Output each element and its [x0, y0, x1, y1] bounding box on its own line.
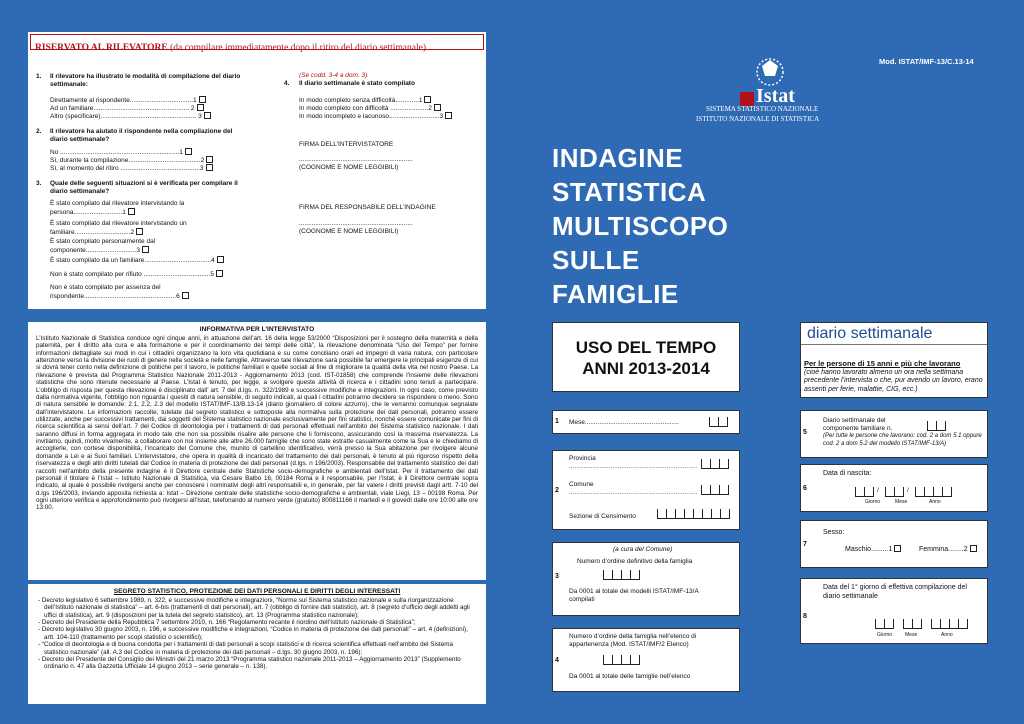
sex-male-label: Maschio.........1 — [845, 546, 893, 553]
q4-option-2-label: In modo completo con difficoltà .....................2 — [299, 105, 432, 112]
q4-note: (Se codd. 3-4 a dom. 3) — [299, 72, 368, 79]
comune-input[interactable] — [701, 485, 729, 495]
q4-text: Il diario settimanale è stato compilato — [299, 80, 415, 87]
component-number-input[interactable] — [927, 421, 946, 431]
row-1 — [552, 410, 740, 434]
birth-year-caption: Anno — [929, 499, 941, 505]
q3-option-3-label: È stato compilato personalmente dal componente............................3 — [50, 238, 156, 255]
first-day-month-input[interactable] — [903, 619, 922, 629]
q2-option-3[interactable] — [50, 164, 213, 173]
birth-date-label: Data di nascita: — [823, 470, 872, 477]
checkbox[interactable] — [136, 228, 143, 235]
q3-option-6-label: Non è stato compilato per assenza del rispondente...................................................6 — [50, 284, 180, 301]
row-4 — [552, 628, 740, 692]
signature-interviewer-label: FIRMA DELL’INTERVISTATORE — [299, 141, 394, 148]
istat-logo-text: Istat — [756, 85, 795, 107]
comune-label: Comune — [569, 481, 594, 488]
q3-option-4[interactable] — [50, 256, 224, 265]
row-3-line-1: Numero d’ordine definitivo della famiglia — [577, 558, 693, 565]
row-8 — [800, 578, 988, 644]
q3-number: 3. — [36, 180, 42, 187]
q2-option-3-label: Sì, al momento del ritiro ............................................3 — [50, 165, 204, 172]
row-3-line-2: Da 0001 al totale dei modelli ISTAT/IMF-13/A compilati — [569, 588, 699, 604]
sex-male-option[interactable] — [845, 545, 901, 555]
checkbox[interactable] — [128, 208, 135, 215]
uso-line-1: USO DEL TEMPO — [575, 338, 717, 357]
row-6 — [800, 464, 988, 512]
checkbox[interactable] — [216, 270, 223, 277]
rilevatore-header-rest: (da compilare immediatamente dopo il ritiro del diario settimanale) — [167, 43, 426, 53]
q2-text: Il rilevatore ha aiutato il rispondente nella compilazione del diario settimanale? — [50, 128, 233, 144]
q3-option-2[interactable] — [50, 220, 210, 237]
info-body: L’Istituto Nazionale di Statistica conduce ogni cinque anni, in attuazione dell’art. 16 della legge 53/2000 “Disposizioni per il sostegno della maternità e della paternità, per il diritto alla cura e alla formazione e per il coordinamento dei tempi delle città”, la rilevazione denominata “Uso del Tempo” per fornire informazioni dettagliate sui modi in cui i cittadini organizzano la loro vita quotidiana e su come conciliano orari ed impegni di varia natura, con particolare attenzione verso la divisione dei ruoli di genere nella società e nelle famiglie. Attraverso tale rilevazione sarà possibile far emergere le principali esigenze di cui si dovrà tener conto nella definizione di politiche per il lavoro, le politiche familiari e quelle sociali al fine di migliorare la qualità della vita nel nostro Paese. La rilevazione è prevista dal Programma Statistico Nazionale 2011-2013 - Aggiornamento 2013 (cod. IST-01858) che comprende l’insieme delle rilevazioni statistiche che sono ritenute necessarie al Paese. L’Istat è tenuto, per legge, a svolgere queste attività di ricerca e i cittadini sono tenuti a partecipare. L’obbligo di risposta per questa rilevazione è disciplinato dall’ art. 7 del d.lgs. n. 322/1989 e successive modifiche e integrazioni. In ogni caso, come previsto dalla normativa vigente, l’obbligo non riguarda i quesiti di natura sensibile, di seguito indicati, ai quali i cittadini potranno decidere se rispondere o meno. Sono di natura sensibile le domande: 2.1, 2.2, 2.3 del modello ISTAT/IMF-13/B.13-14 (diario giornaliero di colore azzurro), che le verranno comunque segnalate dall’intervistatore. Le informazioni raccolte, tutelate dal segreto statistico e sottoposte alla normativa sulla protezione dei dati personali, potranno essere utilizzate, anche per successivi trattamenti, dai soggetti del Sistema statistico nazionale esclusivamente per fini statistici, nonché essere comunicate per fini di ricerca scientifica ai sensi dell’art. 7 del Codice di deontologia per i trattamenti di dati personali effettuati nell’ambito del Sistema statistico nazionale. I dati saranno diffusi in forma aggregata in modo tale che non sia possibile risalire alle persone che li forniscono, assicurando così la massima riservatezza. La invitiamo, quindi, molto vivamente, a collaborare con noi insieme alle altre 26.000 famiglie che sono state estratte casualmente come la Sua e le chiediamo di accoglierle, con cortese disponibilità, l’incaricato del Comune che, munito di cartellino identificativo, verrà presso la Sua abitazione per rivolgere alcune domande a Lei e ai Suoi familiari. L’intervistatore, che opera in qualità di incaricato del trattamento dei dati personali, è tenuto al più rigoroso rispetto della riservatezza e degli altri diritti tutelati dal Codice in materia di protezione dei dati personali (d.lgs. n 196/2003). Responsabile del trattamento statistico dei dati raccolti nell’ambito della presente indagine è il Direttore centrale delle Statistiche socio-demografiche e ambientali dell’Istat. Per il trattamento dei dati personali il titolare è l’Istat – Istituto Nazionale di Statistica, via Cesare Balbo 16, 00184 Roma e il responsabile, per l’Istat, è il Direttore centrale sopra indicato, al quale è possibile rivolgersi anche per conoscere i nominativi degli altri responsabili e, in generale, per far valere i diritti previsti dagli artt. 7-10 del d.lgs 196/2003, inviando apposita richiesta a: Istat – Direzione centrale delle statistiche socio-demografiche e ambientali, viale Liegi, 13 – 00198 Roma. Per ogni ulteriore verifica e approfondimento può rivolgersi all’Istat, telefonando al numero verde (gratuito) 800811166 il martedì e il giovedì dalle ore 10:00 alle ore 13:00. — [36, 335, 478, 512]
q3-option-5-label: Non è stato compilato per rifiuto .....................................5 — [50, 271, 215, 278]
law-list — [36, 597, 478, 671]
law-item: - Decreto legislativo 6 settembre 1989, n. 322, e successive modifiche e integrazioni, “Norme sul Sistema statistico nazionale e sulla riorganizzazione dell’Istituto nazionale di statistica” – art. 6-bis (trattamenti di dati personali), art. 7 (obbligo di fornire dati statistici), art. 8 (segreto d’ufficio degli addetti agli uffici di statistica), art. 9 (disposizioni per la tutela del segreto statistico), art. 13 (Programma statistico nazionale); — [38, 597, 470, 619]
signature-manager-line[interactable]: ............................................................... — [299, 220, 413, 227]
first-day-month-caption: Mese — [905, 632, 918, 638]
list-order-input[interactable] — [603, 655, 640, 665]
checkbox[interactable] — [197, 104, 204, 111]
diario-note: (cioè hanno lavorato almeno un ora nella settimana precedente l’intervista o che, pur avendo un lavoro, erano assenti per ferie, malattie, CIG, ecc.) — [804, 369, 983, 393]
row-4-line-2: Da 0001 al totale delle famiglie nell’elenco — [569, 673, 691, 680]
q2-number: 2. — [36, 128, 42, 135]
cover-title-line-2: STATISTICA — [552, 177, 707, 207]
q4-option-1-label: In modo completo senza difficoltà.............1 — [299, 97, 423, 104]
q4-option-3-label: In modo incompleto e lacunoso............................3 — [299, 113, 444, 120]
row-5-note: (Per tutte le persone che lavorano: cod. 2 a dom 5.1 oppure cod. 2 a dom 5.2 del modello ISTAT/IMF-13/A) — [823, 433, 982, 447]
row-7 — [800, 520, 988, 568]
law-item: - Decreto legislativo 30 giugno 2003, n. 196, e successive modifiche e integrazioni, “Codice in materia di protezione dei dati personali” – art. 4 (definizioni), artt. 104-110 (trattamento per scopi statistici o scientifici); — [38, 626, 468, 641]
q3-option-1[interactable] — [50, 200, 190, 217]
checkbox[interactable] — [142, 246, 149, 253]
signature-manager-label: FIRMA DEL RESPONSABILE DELL’INDAGINE — [299, 204, 436, 211]
info-title: INFORMATIVA PER L’INTERVISTATO — [199, 326, 315, 333]
first-day-day-input[interactable] — [875, 619, 894, 629]
row-3-number: 3 — [555, 573, 559, 580]
row-2-number: 2 — [555, 487, 559, 494]
diario-title: diario settimanale — [801, 323, 987, 345]
row-2 — [552, 450, 740, 530]
q3-text: Quale delle seguenti situazioni si è verificata per compilare il diario settimanale? — [50, 180, 238, 196]
checkbox[interactable] — [894, 545, 901, 552]
uso-line-2: ANNI 2013-2014 — [582, 359, 710, 378]
rilevatore-header — [30, 34, 484, 53]
first-day-label: Data del 1° giorno di effettiva compilazione del diario settimanale — [823, 584, 967, 600]
birth-day-input[interactable] — [855, 487, 874, 497]
row-4-number: 4 — [555, 657, 559, 664]
birth-day-caption: Giorno — [865, 499, 881, 505]
cover-title-line-3: MULTISCOPO — [552, 211, 729, 241]
q1-text: Il rilevatore ha illustrato le modalità di compilazione del diario settimanale: — [50, 73, 241, 89]
signature-interviewer-line[interactable]: ............................................................... — [299, 156, 413, 163]
org-line-2: ISTITUTO NAZIONALE DI STATISTICA — [696, 115, 820, 123]
row-7-number: 7 — [803, 541, 807, 548]
diario-box — [800, 322, 988, 398]
q1-number: 1. — [36, 73, 42, 80]
birth-month-input[interactable] — [885, 487, 904, 497]
row-4-line-1: Numero d’ordine della famiglia nell’elenco di appartenenza (Mod. ISTAT/IMF/2 Elenco) — [569, 633, 697, 649]
signature-manager-sub: (COGNOME E NOME LEGGIBILI) — [299, 228, 399, 235]
sex-female-option[interactable] — [919, 545, 977, 555]
row-6-number: 6 — [803, 485, 807, 492]
provincia-label: Provincia — [569, 455, 596, 462]
comune-dots: ....................................................................... — [569, 489, 698, 496]
checkbox[interactable] — [434, 104, 441, 111]
first-day-year-input[interactable] — [931, 619, 968, 629]
row-3-care: (a cura del Comune) — [613, 546, 673, 553]
date-slash: / — [907, 487, 909, 494]
cover-title-line-5: FAMIGLIE — [552, 279, 679, 309]
provincia-input[interactable] — [701, 459, 729, 469]
q3-option-6[interactable] — [50, 284, 250, 301]
model-code: Mod. ISTAT/IMF-13/C.13-14 — [879, 57, 974, 66]
birth-month-caption: Mese — [895, 499, 908, 505]
checkbox[interactable] — [185, 148, 192, 155]
law-item: - “Codice di deontologia e di buona condotta per i trattamenti di dati personali a scopi statistici e di ricerca scientifica effettuati nell’ambito del Sistema statistico nazionale” (all. A.3 del Codice in materia di protezione dei dati personali – d.lgs. 30 giugno 2003, n. 196); — [38, 641, 454, 656]
row-5-number: 5 — [803, 429, 807, 436]
checkbox[interactable] — [204, 112, 211, 119]
signature-interviewer-sub: (COGNOME E NOME LEGGIBILI) — [299, 164, 399, 171]
uso-del-tempo-box — [552, 322, 740, 392]
month-input[interactable] — [709, 417, 728, 427]
q3-option-5[interactable] — [50, 270, 223, 279]
first-day-day-caption: Giorno — [877, 632, 893, 638]
q1-option-1-label: Direttamente al rispondente...................................1 — [50, 97, 197, 104]
law-item: - Decreto del Presidente del Consiglio dei Ministri del 21 marzo 2013 “Programma statistico nazionale 2011-2013 – Aggiornamento 2013” (Supplemento ordinario n. 47 alla Gazzetta Ufficiale 14 giugno 2013 – serie generale – n. 138). — [38, 655, 461, 671]
law-panel — [28, 584, 486, 704]
cover-title-line-4: SULLE — [552, 245, 640, 275]
q3-option-3[interactable] — [50, 238, 220, 255]
org-line-1: SISTEMA STATISTICO NAZIONALE — [706, 105, 819, 113]
provincia-dots: ....................................................................... — [569, 463, 698, 470]
sezione-input[interactable] — [657, 509, 730, 519]
q1-option-2-label: Ad un familiare..................................................... 2 — [50, 105, 195, 112]
q1-option-3[interactable] — [50, 112, 211, 121]
row-1-number: 1 — [555, 418, 559, 425]
q3-option-4-label: È stato compilato da un familiare.....................................4 — [50, 257, 215, 264]
q2-option-2-label: Sì, durante la compilazione........................................2 — [50, 157, 205, 164]
q4-number: 4. — [284, 80, 290, 87]
row-5-label: Diario settimanale del componente familiare n. — [823, 417, 893, 433]
q2-option-1-label: No ..................................................................1 — [50, 149, 183, 156]
row-8-number: 8 — [803, 613, 807, 620]
checkbox[interactable] — [182, 292, 189, 299]
rilevatore-header-bold: RISERVATO AL RILEVATORE — [35, 43, 168, 53]
date-slash: / — [877, 487, 879, 494]
law-item: - Decreto del Presidente della Repubblica 7 settembre 2010, n. 166 “Regolamento recante il riordino dell’Istituto nazionale di Statistica”; — [38, 619, 416, 627]
sex-female-label: Femmina........2 — [919, 546, 968, 553]
q3-option-2-label: È stato compilato dal rilevatore intervistando un familiare...............................2 — [50, 220, 187, 237]
law-title: SEGRETO STATISTICO, PROTEZIONE DEI DATI PERSONALI E DIRITTI DEGLI INTERESSATI — [113, 588, 401, 595]
checkbox[interactable] — [424, 96, 431, 103]
q1-option-3-label: Altro (specificare)..................................................... 3 — [50, 113, 202, 120]
family-order-input[interactable] — [603, 570, 640, 580]
sex-label: Sesso: — [823, 529, 845, 536]
checkbox[interactable] — [199, 96, 206, 103]
row-3 — [552, 542, 740, 616]
checkbox[interactable] — [970, 545, 977, 552]
birth-year-input[interactable] — [915, 487, 952, 497]
checkbox[interactable] — [206, 164, 213, 171]
checkbox[interactable] — [445, 112, 452, 119]
sezione-label: Sezione di Censimento — [569, 513, 636, 520]
month-label: Mese.................................................... — [569, 419, 679, 426]
row-5 — [800, 410, 988, 458]
checkbox[interactable] — [217, 256, 224, 263]
first-day-year-caption: Anno — [941, 632, 953, 638]
cover-title-line-1: INDAGINE — [552, 143, 684, 173]
q4-option-3[interactable] — [299, 112, 452, 121]
checkbox[interactable] — [206, 156, 213, 163]
diario-subtitle: Per le persone di 15 anni e più che lavorano — [804, 359, 961, 368]
info-panel — [28, 322, 486, 580]
q3-option-1-label: È stato compilato dal rilevatore intervistando la persona...........................1 — [50, 200, 185, 217]
